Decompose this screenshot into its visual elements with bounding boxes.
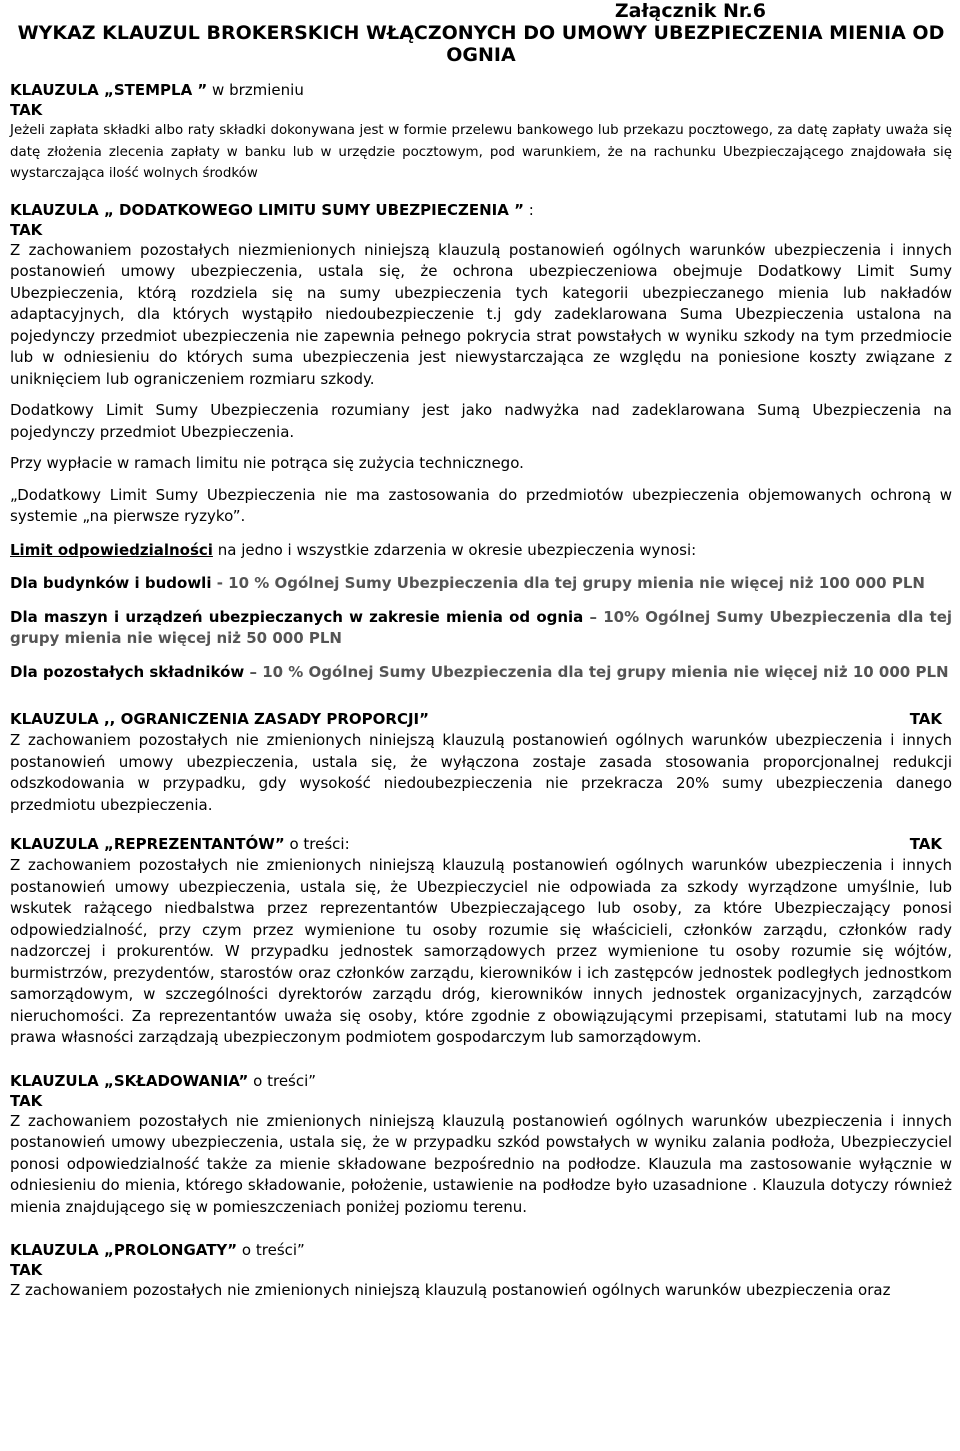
document-header (10, 0, 952, 66)
clause-representatives (10, 834, 952, 1049)
clause-name: KLAUZULA „REPREZENTANTÓW” (10, 835, 285, 853)
tak-label: TAK (10, 1091, 43, 1110)
clause-paragraph: Przy wypłacie w ramach limitu nie potrąca się zużycia technicznego. (10, 454, 524, 472)
clause-text: Jeżeli zapłata składki albo raty składki dokonywana jest w formie przelewu bankowego lub przekazu pocztowego, za datę zapłaty uważa się datę złożenia zlecenia zapłaty w banku lub w urzędzie pocztowym, pod warunkiem, że na rachunku Ubezpieczającego znajdowała się wystarczająca ilość wolnych środków (10, 123, 952, 181)
clause-name: KLAUZULA ,, OGRANICZENIA ZASADY PROPORCJI” (10, 710, 429, 728)
liability-label: Limit odpowiedzialności (10, 540, 213, 559)
clause-suffix: o treści” (237, 1241, 305, 1259)
clause-suffix: w brzmieniu (207, 81, 304, 99)
clause-heading (10, 80, 952, 101)
clause-heading (10, 1071, 952, 1092)
clause-storage (10, 1071, 952, 1219)
clause-suffix: o treści: (284, 835, 350, 853)
clause-text: Z zachowaniem pozostałych nie zmienionych niniejszą klauzulą postanowień ogólnych warunków ubezpieczenia i innych postanowień umowy ubezpieczenia, ustala się, że w przypadku szkód powstałych w wyniku zalania podłoża, Ubezpieczyciel ponosi odpowiedzialność także za mienie składowane bezpośrednio na podłodze. Klauzula ma zastosowanie wyłącznie w odniesieniu do mienia, którego składowanie, położenie, ustawienie na podłodze było uzasadnione . Klauzula dotyczy również mienia znajdującego się w pomieszczeniach poniżej poziomu terenu. (10, 1111, 952, 1216)
clause-heading (10, 709, 952, 730)
clause-suffix: : (523, 200, 534, 219)
clause-prefix: KLAUZULA (10, 81, 99, 99)
clause-paragraph: Z zachowaniem pozostałych niezmienionych niniejszą klauzulą postanowień ogólnych warunków ubezpieczenia i innych postanowień umowy ubezpieczenia, ustala się, że ochrona ubezpieczeniowa obejmuje Dodatkowy Limit Sumy Ubezpieczenia, którą rozdziela się na sumy ubezpieczenia tych kategorii ubezpieczanego mienia lub nakładów adaptacyjnych, dla których wystąpiło niedoubezpieczenie t.j gdy zadeklarowana Suma Ubezpieczenia ustalona na pojedynczy przedmiot ubezpieczenia nie zapewnia pełnego pokrycia strat powstałych w wyniku szkody na tym przedmiocie lub w odniesieniu do których suma ubezpieczenia jest niewystarczająca ze względu na poniesione koszty związane z uniknięciem lub ograniczeniem rozmiaru szkody. (10, 240, 952, 388)
clause-heading (10, 200, 952, 221)
liability-limit (10, 540, 952, 562)
tak-label: TAK (909, 710, 942, 728)
clause-heading (10, 1240, 952, 1261)
limit-buildings (10, 573, 952, 595)
tak-label: TAK (909, 835, 942, 853)
limit-value: – 10 % Ogólnej Sumy Ubezpieczenia dla tej grupy mienia nie więcej niż 10 000 PLN (244, 662, 949, 681)
clause-name: KLAUZULA „ DODATKOWEGO LIMITU SUMY UBEZPIECZENIA ” (10, 200, 524, 219)
liability-text: na jedno i wszystkie zdarzenia w okresie ubezpieczenia wynosi: (212, 540, 697, 559)
clause-text: Z zachowaniem pozostałych nie zmienionych niniejszą klauzulą postanowień ogólnych warunków ubezpieczenia oraz (10, 1281, 891, 1299)
clause-heading (10, 834, 952, 855)
clause-prolongation (10, 1240, 952, 1302)
clause-name: KLAUZULA „PROLONGATY” (10, 1241, 238, 1259)
tak-label: TAK (10, 1261, 43, 1279)
limit-value: - 10 % Ogólnej Sumy Ubezpieczenia dla tej grupy mienia nie więcej niż 100 000 PLN (211, 574, 925, 592)
clause-text: Z zachowaniem pozostałych nie zmienionych niniejszą klauzulą postanowień ogólnych warunków ubezpieczenia i innych postanowień umowy ubezpieczenia, ustala się, że Ubezpieczyciel nie odpowiada za szkody wyrządzone umyślnie, lub wskutek rażącego niedbalstwa przez reprezentantów Ubezpieczającego lub osoby, za które Ubezpieczający ponosi odpowiedzialność, przy czym przez wymienione tu osoby rozumie się właścicieli, członków zarządu, członków rady nadzorczej i prokurentów. W przypadku jednostek samorządowych przez wymienione tu osoby rozumie się wójtów, burmistrzów, prezydentów, starostów oraz członków zarządu, kierowników i ich zastępców jednostek podległych jednostkom samorządowym, w szczególności dyrektorów zarządu dróg, kierowników innych jednostek organizacyjnych, zarządców nieruchomości. Za reprezentantów uważa się osoby, które zgodnie z obowiązującymi przepisami, statutami lub na mocy prawa własności zarządzają ubezpieczonym podmiotem gospodarczym lub samorządowym. (10, 856, 952, 1046)
limit-label: Dla budynków i budowli (10, 574, 212, 592)
document-title: WYKAZ KLAUZUL BROKERSKICH WŁĄCZONYCH DO UMOWY UBEZPIECZENIA MIENIA OD OGNIA (17, 22, 945, 66)
clause-proportion (10, 709, 952, 816)
clause-name: „STEMPLA ” (103, 81, 208, 99)
document (10, 0, 952, 1302)
clause-stamp (10, 80, 952, 185)
limit-label: Dla maszyn i urządzeń ubezpieczanych w zakresie mienia od ognia (10, 607, 584, 626)
clause-suffix: o treści” (248, 1071, 317, 1090)
tak-label: TAK (10, 101, 43, 119)
clause-name: KLAUZULA „SKŁADOWANIA” (10, 1071, 249, 1090)
limit-label: Dla pozostałych składników (10, 662, 245, 681)
annex-number: Załącznik Nr.6 (614, 0, 766, 22)
clause-additional-limit (10, 200, 952, 684)
tak-label: TAK (10, 220, 43, 239)
limit-machines (10, 607, 952, 650)
clause-paragraph: „Dodatkowy Limit Sumy Ubezpieczenia nie ma zastosowania do przedmiotów ubezpieczenia objemowanych ochroną w systemie „na pierwsze ryzyko”. (10, 485, 952, 525)
clause-text: Z zachowaniem pozostałych nie zmienionych niniejszą klauzulą postanowień ogólnych warunków ubezpieczenia i innych postanowień umowy ubezpieczenia, ustala się, że wyłączona zostaje zasada stosowania proporcjonalnej redukcji odszkodowania w przypadku, gdy wysokość niedoubezpieczenia nie przekracza 20% sumy ubezpieczenia danego przedmiotu ubezpieczenia. (10, 731, 952, 814)
clause-paragraph: Dodatkowy Limit Sumy Ubezpieczenia rozumiany jest jako nadwyżka nad zadeklarowana Sumą Ubezpieczenia na pojedynczy przedmiot Ubezpieczenia. (10, 401, 952, 441)
limit-other (10, 662, 952, 684)
limit-value: – 10% Ogólnej Sumy Ubezpieczenia dla tej grupy mienia nie więcej niż 50 000 PLN (10, 607, 953, 647)
